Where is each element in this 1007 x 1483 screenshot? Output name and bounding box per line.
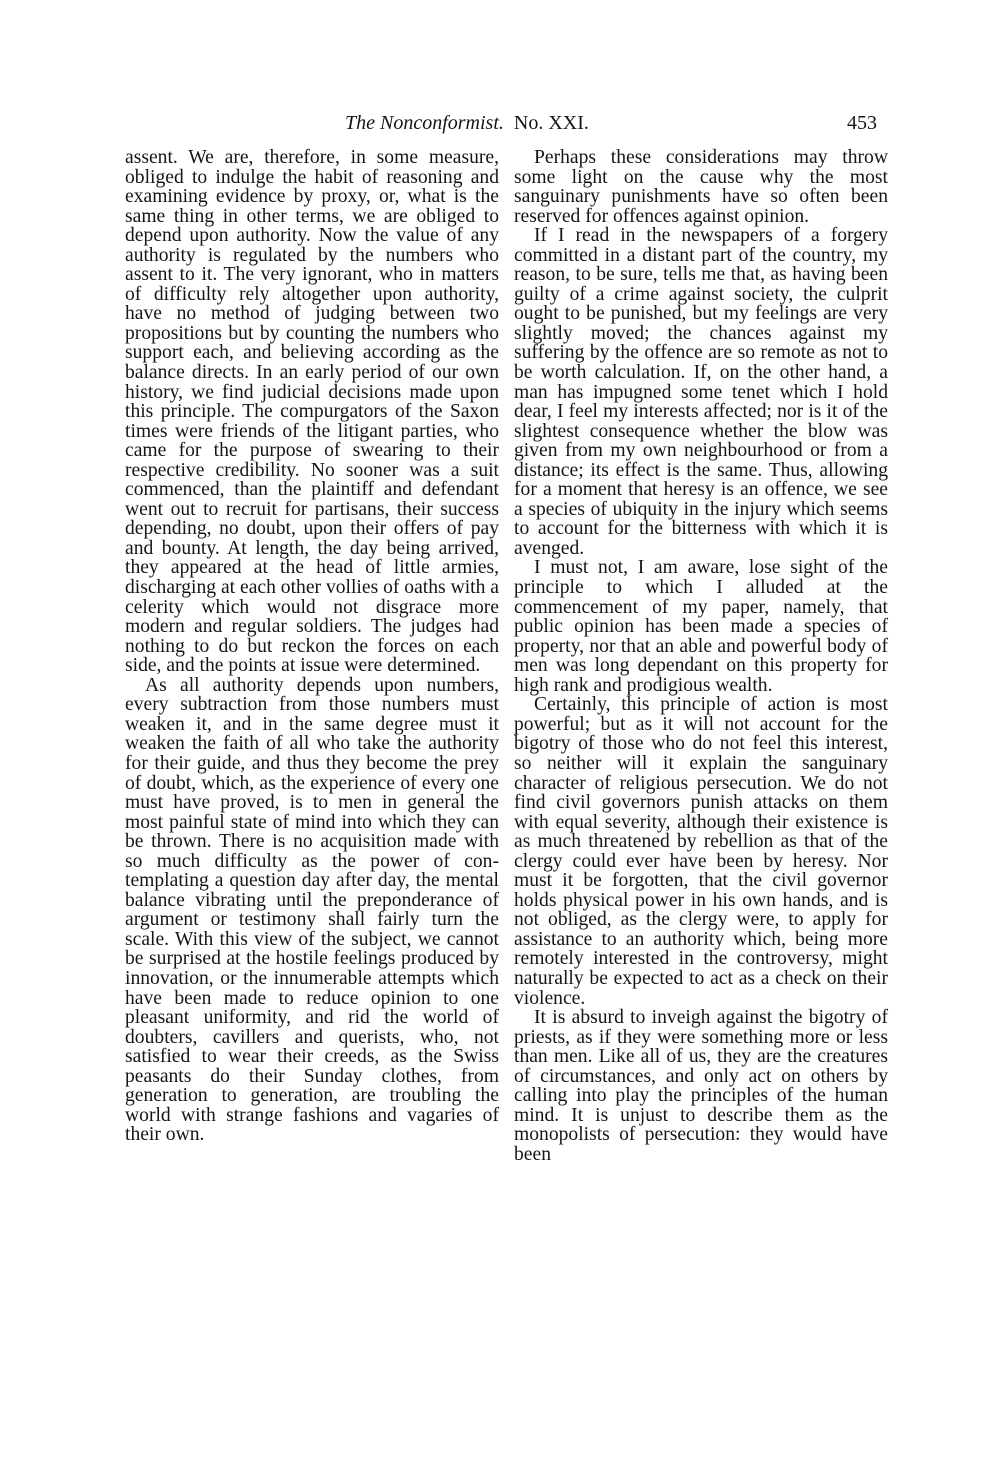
left-column — [125, 148, 499, 1145]
running-title — [345, 108, 589, 138]
issue-number: No. XXI. — [513, 112, 589, 134]
page-number: 453 — [847, 112, 877, 134]
paragraph: Certainly, this principle of action is most powerful; but as it will not account for the bigotry of those who do not feel this interest, so neither will it explain the sanguinary character of religious persecution. We do not find civil governors punish attacks on them with equal severity, although their existence is as much threatened by rebellion as that of the clergy could ever have been by heresy. Nor must it be forgotten, that the civil governor holds physical power in his own hands, and is not obliged, as the clergy were, to apply for assistance to an authority which, being more remotely interested in the controversy, might naturally be expected to act as a check on their violence. — [514, 694, 888, 1009]
paragraph: I must not, I am aware, lose sight of the principle to which I alluded at the commencement of my paper, namely, that public opinion has been made a species of property, nor that an able and powerful body of men was long dependant on this property for high rank and prodigious wealth. — [514, 557, 888, 696]
periodical-title: The Nonconformist. — [345, 112, 504, 134]
paragraph: assent. We are, therefore, in some measure, obliged to indulge the habit of reasoning and examining evidence by proxy, or, what is the same thing in other terms, we are obliged to depend upon authority. Now the value of any authority is regulated by the numbers who assent to it. The very ignorant, who in matters of difficulty rely altogether upon authority, have no method of judging between two propositions but by counting the numbers who support each, and believing according as the balance directs. In an early period of our own history, we find judicial decisions made upon this principle. The compurgators of the Saxon times were friends of the litigant parties, who came for the purpose of swearing to their respective credibility. No sooner was a suit commenced, than the plaintiff and defendant went out to recruit for partisans, their success depending, no doubt, upon their offers of pay and bounty. At length, the day being arrived, they appeared at the head of little armies, discharging at each other vollies of oaths with a celerity which would not disgrace more modern and regular soldiers. The judges had nothing to do but reckon the forces on each side, and the points at issue were determined. — [125, 147, 499, 677]
running-head — [125, 108, 877, 138]
paragraph: As all authority depends upon numbers, every subtraction from those numbers must weaken it, and in the same degree must it weaken the faith of all who take the authority for their guide, and thus they become the prey of doubt, which, as the experience of every one must have proved, is to men in general the most painful state of mind into which they can be thrown. There is no acquisition made with so much difficulty as the power of contemplating a question day after day, the mental balance vibrating until the preponderance of argument or testimony shall fairly turn the scale. With this view of the subject, we cannot be surprised at the hostile feelings produced by innovation, or the innumerable attempts which have been made to reduce opinion to one pleasant uniformity, and rid the world of doubters, cavillers and querists, who, not satisfied to wear their creeds, as the Swiss peasants do their Sunday clothes, from generation to generation, are troubling the world with strange fashions and vagaries of their own. — [125, 674, 499, 1146]
paragraph: If I read in the newspapers of a forgery committed in a distant part of the country, my reason, to be sure, tells me that, as having been guilty of a crime against society, the culprit ought to be punished, but my feelings are very slightly moved; the chances against my suffering by the offence are so remote as not to be worth calculation. If, on the other hand, a man has impugned some tenet which I hold dear, I feel my interests affected; nor is it of the slightest consequence whether the blow was given from my own neighbourhood or from a distance; its effect is the same. Thus, allowing for a moment that heresy is an offence, we see a species of ubiquity in the injury which seems to account for the bitterness with which it is avenged. — [514, 225, 888, 559]
paragraph: Perhaps these considerations may throw some light on the cause why the most sanguinary punishments have so often been reserved for offences against opinion. — [514, 147, 888, 227]
paragraph: It is absurd to inveigh against the bigotry of priests, as if they were something more or less than men. Like all of us, they are the creatures of circumstances, and only act on others by calling into play the principles of the human mind. It is unjust to describe them as the monopolists of persecution: they would have been — [514, 1007, 888, 1165]
right-column — [514, 148, 888, 1164]
